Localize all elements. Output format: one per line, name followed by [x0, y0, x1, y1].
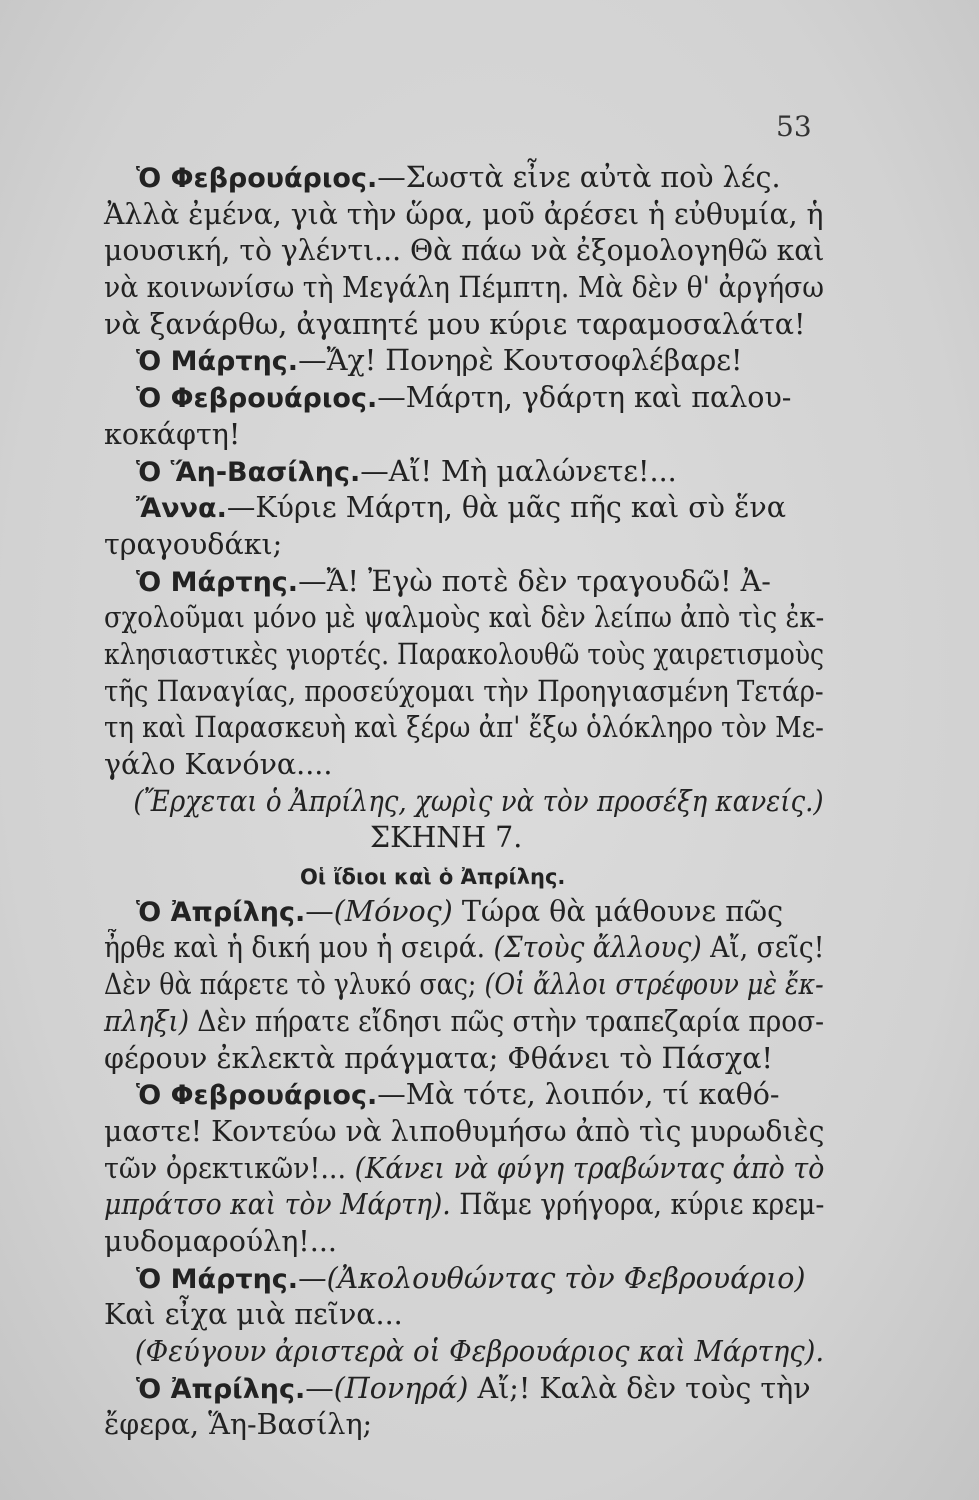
- line-text: τη καὶ Παρασκευὴ καὶ ξέρω ἀπ' ἔξω ὁλόκληρο τὸν Με-: [104, 711, 824, 745]
- line-text: τῆς Παναγίας, προσεύχομαι τὴν Προηγιασμένη Τετάρ-: [104, 674, 824, 708]
- line-text: μυδομαρούλη!...: [104, 1224, 337, 1258]
- line-text: —Μὰ τότε, λοιπόν, τί καθό-: [377, 1078, 780, 1112]
- line-text: ἦρθε καὶ ἡ δική μου ἡ σειρά.: [104, 931, 494, 965]
- stage-direction: (Ἀκολουθώντας τὸν Φεβρουάριο): [326, 1261, 806, 1295]
- scene-subtitle: Οἱ ἴδιοι καὶ ὁ Ἀπρίλης.: [300, 865, 566, 890]
- page-number: 53: [776, 110, 812, 143]
- line-text: σχολοῦμαι μόνο μὲ ψαλμοὺς καὶ δὲν λείπω ἀπὸ τὶς ἐκ-: [104, 601, 825, 635]
- stage-direction: μπράτσο καὶ τὸν Μάρτη).: [104, 1188, 451, 1222]
- line-text: Αἴ;! Καλὰ δὲν τοὺς τὴν: [468, 1371, 811, 1405]
- line-text: κλησιαστικὲς γιορτές. Παρακολουθῶ τοὺς χαιρετισμοὺς: [104, 637, 825, 671]
- stage-direction: (Οἱ ἄλλοι στρέφουν μὲ ἔκ-: [484, 968, 824, 1002]
- line-text: Δὲν θὰ πάρετε τὸ γλυκό σας;: [104, 968, 485, 1002]
- text-line: [104, 564, 824, 601]
- line-text: —Μάρτη, γδάρτη καὶ παλου-: [377, 381, 792, 415]
- line-text: —Κύριε Μάρτη, θὰ μᾶς πῆς καὶ σὺ ἕνα: [226, 491, 786, 525]
- text-line: [104, 160, 824, 197]
- speaker-name: Ἄννα.: [136, 493, 227, 525]
- line-text: φέρουν ἐκλεκτὰ πράγματα; Φθάνει τὸ Πάσχα!: [104, 1041, 773, 1075]
- speaker-name: Ὁ Μάρτης.: [136, 346, 299, 378]
- play-text: [104, 160, 824, 1444]
- stage-direction: (Στοὺς ἄλλους): [493, 931, 702, 965]
- line-text: γάλο Κανόνα....: [104, 748, 333, 781]
- line-text: ἔφερα, Ἅη-Βασίλη;: [104, 1408, 373, 1442]
- speaker-name: Ὁ Μάρτης.: [136, 566, 299, 598]
- line-text: —Ἄ! Ἐγὼ ποτὲ δὲν τραγουδῶ! Ἀ-: [298, 564, 771, 598]
- line-text: κοκάφτη!: [104, 417, 241, 451]
- text-line: [104, 1077, 824, 1114]
- line-text: μαστε! Κοντεύω νὰ λιποθυμήσω ἀπὸ τὶς μυρωδιὲς: [104, 1114, 825, 1148]
- text-line: [104, 600, 825, 637]
- text-line: [104, 1334, 825, 1371]
- line-text: τῶν ὀρεκτικῶν!...: [104, 1151, 355, 1185]
- stage-direction: (Πονηρά): [333, 1371, 469, 1405]
- text-line: [104, 343, 824, 380]
- line-text: Αἴ, σεῖς!: [701, 931, 825, 965]
- line-text: —: [305, 894, 334, 928]
- speaker-name: Ὁ Ἅη-Βασίλης.: [136, 456, 361, 488]
- text-line: [104, 710, 824, 747]
- line-text: —: [305, 1371, 334, 1405]
- text-line: [104, 380, 824, 417]
- text-line: [104, 1187, 825, 1224]
- text-line: [104, 857, 824, 894]
- text-line: [104, 1004, 825, 1041]
- line-text: νὰ ξανάρθω, ἀγαπητέ μου κύριε ταραμοσαλάτα!: [104, 307, 806, 341]
- text-line: [104, 967, 824, 1004]
- text-line: [104, 1297, 824, 1334]
- stage-direction: (Μόνος): [333, 894, 453, 928]
- text-line: [104, 1041, 824, 1078]
- text-line: [104, 674, 824, 711]
- text-line: [104, 747, 824, 784]
- text-line: [104, 527, 824, 564]
- speaker-name: Ὁ Φεβρουάριος.: [136, 1080, 378, 1112]
- text-line: [104, 1407, 824, 1444]
- stage-direction: (Ἔρχεται ὁ Ἀπρίλης, χωρὶς νὰ τὸν προσέξη κανείς.): [133, 784, 824, 818]
- text-line: [104, 1261, 824, 1298]
- text-line: [104, 417, 824, 454]
- line-text: Πᾶμε γρήγορα, κύριε κρεμ-: [450, 1188, 825, 1222]
- stage-direction: (Κάνει νὰ φύγη τραβώντας ἀπὸ τὸ: [354, 1151, 825, 1185]
- line-text: —Σωστὰ εἶνε αὐτὰ ποὺ λές.: [377, 161, 781, 194]
- line-text: νὰ κοινωνίσω τὴ Μεγάλη Πέμπτη. Μὰ δὲν θ' ἀργήσω: [104, 271, 824, 305]
- speaker-name: Ὁ Ἀπρίλης.: [136, 1373, 306, 1405]
- line-text: Τώρα θὰ μάθουνε πῶς: [452, 894, 784, 928]
- line-text: μουσική, τὸ γλέντι... Θὰ πάω νὰ ἐξομολογηθῶ καὶ: [104, 234, 825, 268]
- text-line: [104, 270, 824, 307]
- text-line: [104, 233, 825, 270]
- line-text: —: [298, 1261, 327, 1295]
- text-line: [104, 637, 825, 674]
- text-line: [104, 1371, 824, 1408]
- text-line: [104, 1114, 825, 1151]
- line-text: —Αἴ! Μὴ μαλώνετε!...: [360, 454, 677, 488]
- line-text: Δὲν πήρατε εἴδησι πῶς στὴν τραπεζαρία προσ-: [189, 1004, 825, 1038]
- text-line: [104, 1224, 824, 1261]
- text-line: [104, 930, 825, 967]
- line-text: Καὶ εἶχα μιὰ πεῖνα...: [104, 1298, 403, 1332]
- line-text: τραγουδάκι;: [104, 527, 283, 561]
- stage-direction: (Φεύγουν ἀριστερὰ οἱ Φεβρουάριος καὶ Μάρτης).: [134, 1335, 825, 1368]
- text-line: [104, 1151, 825, 1188]
- speaker-name: Ὁ Μάρτης.: [136, 1263, 299, 1295]
- stage-direction: πληξι): [104, 1004, 190, 1038]
- text-line: [104, 307, 824, 344]
- speaker-name: Ὁ Φεβρουάριος.: [136, 383, 378, 415]
- text-line: [104, 197, 824, 234]
- line-text: Ἀλλὰ ἐμένα, γιὰ τὴν ὥρα, μοῦ ἀρέσει ἡ εὐθυμία, ἡ: [104, 197, 824, 231]
- text-line: [104, 820, 824, 857]
- text-line: [104, 784, 824, 821]
- text-line: [104, 894, 824, 931]
- line-text: ΣΚΗΝΗ 7.: [370, 821, 523, 855]
- text-line: [104, 490, 824, 527]
- speaker-name: Ὁ Φεβρουάριος.: [136, 163, 378, 194]
- line-text: —Ἄχ! Πονηρὲ Κουτσοφλέβαρε!: [298, 344, 743, 378]
- speaker-name: Ὁ Ἀπρίλης.: [136, 896, 306, 928]
- text-line: [104, 454, 824, 491]
